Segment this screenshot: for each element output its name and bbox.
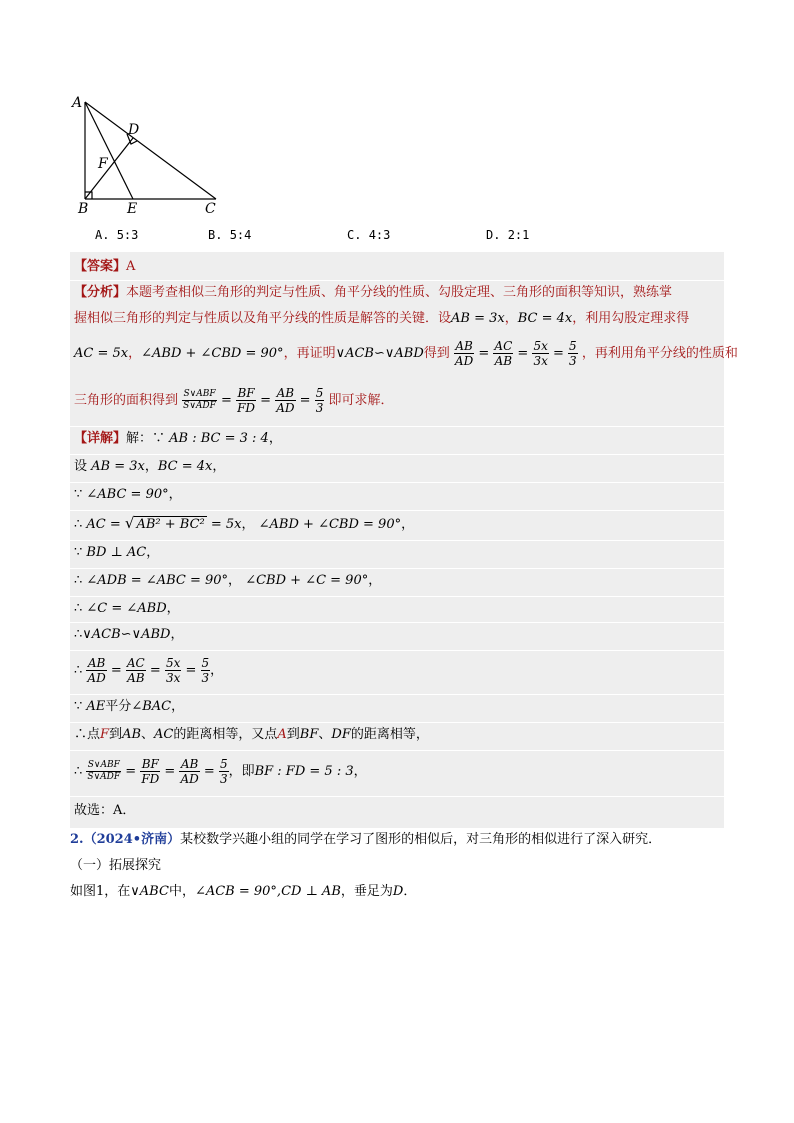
option-c[interactable]: C. 4:3 [347, 228, 391, 242]
option-a[interactable]: A. 5:3 [95, 228, 139, 242]
label-b: B [78, 201, 89, 217]
answer-line [74, 258, 720, 276]
analysis-ratio-chain: $\frac{AB}{AD}$ = $\frac{AC}{AB}$ = $\frac{5x}{3x}$ = $\frac{5}{3}$ [454, 339, 577, 368]
question-2-line-3: 如图1，在∨ABC中，∠ACB = 90°,CD ⊥ AB，垂足为D． [70, 884, 417, 899]
detail-row-4: ∴ AC = √ AB² + BC² = 5x， ∠ABD + ∠CBD = 90°， [74, 514, 415, 532]
question-2-source: （2024•济南） [83, 832, 181, 847]
detail-row-12: ∴ $\frac{\text{S∨ABF}}{\text{S∨ADF}}$ = $\frac{BF}{FD}$ = $\frac{AB}{AD}$ = $\frac{5}{3}$ ，即BF : FD = 5 : 3， [74, 757, 367, 786]
label-f: F [98, 156, 108, 172]
analysis-line-2: 握相似三角形的判定与性质以及角平分线的性质是解答的关键．设AB = 3x，BC = 4x，利用勾股定理求得 [74, 311, 690, 326]
label-c: C [205, 201, 216, 217]
detail-row-3: ∵ ∠ABC = 90°， [74, 487, 182, 502]
detail-row-13: 故选：A． [74, 803, 136, 818]
detail-row-1: 【详解】解：∵ AB : BC = 3 : 4， [74, 431, 282, 446]
detail-row-11: ∴点F到AB、AC的距离相等，又点A到BF、DF的距离相等， [74, 727, 429, 742]
question-2-section: （一）拓展探究 [70, 858, 162, 873]
analysis-area-ratio: $\frac{\text{S∨ABF}}{\text{S∨ADF}}$ = $\frac{BF}{FD}$ = $\frac{AB}{AD}$ = $\frac{5}{3}$ [183, 386, 324, 415]
segment-ac [85, 102, 216, 199]
detail-row-6: ∴ ∠ADB = ∠ABC = 90°， ∠CBD + ∠C = 90°， [74, 573, 382, 588]
analysis-line-1: 【分析】本题考查相似三角形的判定与性质、角平分线的性质、勾股定理、三角形的面积等知识，熟练掌 [74, 285, 673, 300]
detail-row-8: ∴∨ACB∽∨ABD， [74, 627, 184, 642]
answer-tag: 【答案】 [74, 259, 127, 274]
sqrt-expression: AB² + BC² [136, 517, 205, 532]
question-2-stem: 2.（2024•济南）某校数学兴趣小组的同学在学习了图形的相似后，对三角形的相似进行了深入研究． [70, 832, 662, 847]
label-d: D [128, 122, 140, 138]
detail-row-9: ∴ $\frac{AB}{AD}$ = $\frac{AC}{AB}$ = $\frac{5x}{3x}$ = $\frac{5}{3}$ ， [74, 656, 224, 685]
detail-row-2: 设 AB = 3x，BC = 4x， [74, 459, 226, 474]
option-d[interactable]: D. 2:1 [486, 228, 530, 242]
segment-bd [85, 138, 133, 199]
answer-value: A [126, 259, 136, 274]
detail-row-5: ∵ BD ⊥ AC， [74, 545, 160, 560]
triangle-figure [70, 92, 230, 218]
analysis-line-3: AC = 5x，∠ABD + ∠CBD = 90°，再证明∨ACB∽∨ABD得到 $\frac{AB}{AD}$ = $\frac{AC}{AB}$ = $\frac{5x}{3x}$ = $\frac{5}{3}$ ，再利用角平分线的性质和 [74, 339, 738, 368]
option-b[interactable]: B. 5:4 [208, 228, 252, 242]
detail-row-10: ∵ AE平分∠BAC， [74, 699, 185, 714]
analysis-line-4: 三角形的面积得到 $\frac{\text{S∨ABF}}{\text{S∨ADF}}$ = $\frac{BF}{FD}$ = $\frac{AB}{AD}$ = $\frac{5}{3}$ 即可求解． [74, 386, 394, 415]
question-2-number: 2. [70, 832, 84, 847]
label-e: E [127, 201, 138, 217]
label-a: A [72, 95, 83, 111]
segment-ae [85, 102, 133, 199]
detail-row-7: ∴ ∠C = ∠ABD， [74, 601, 180, 616]
